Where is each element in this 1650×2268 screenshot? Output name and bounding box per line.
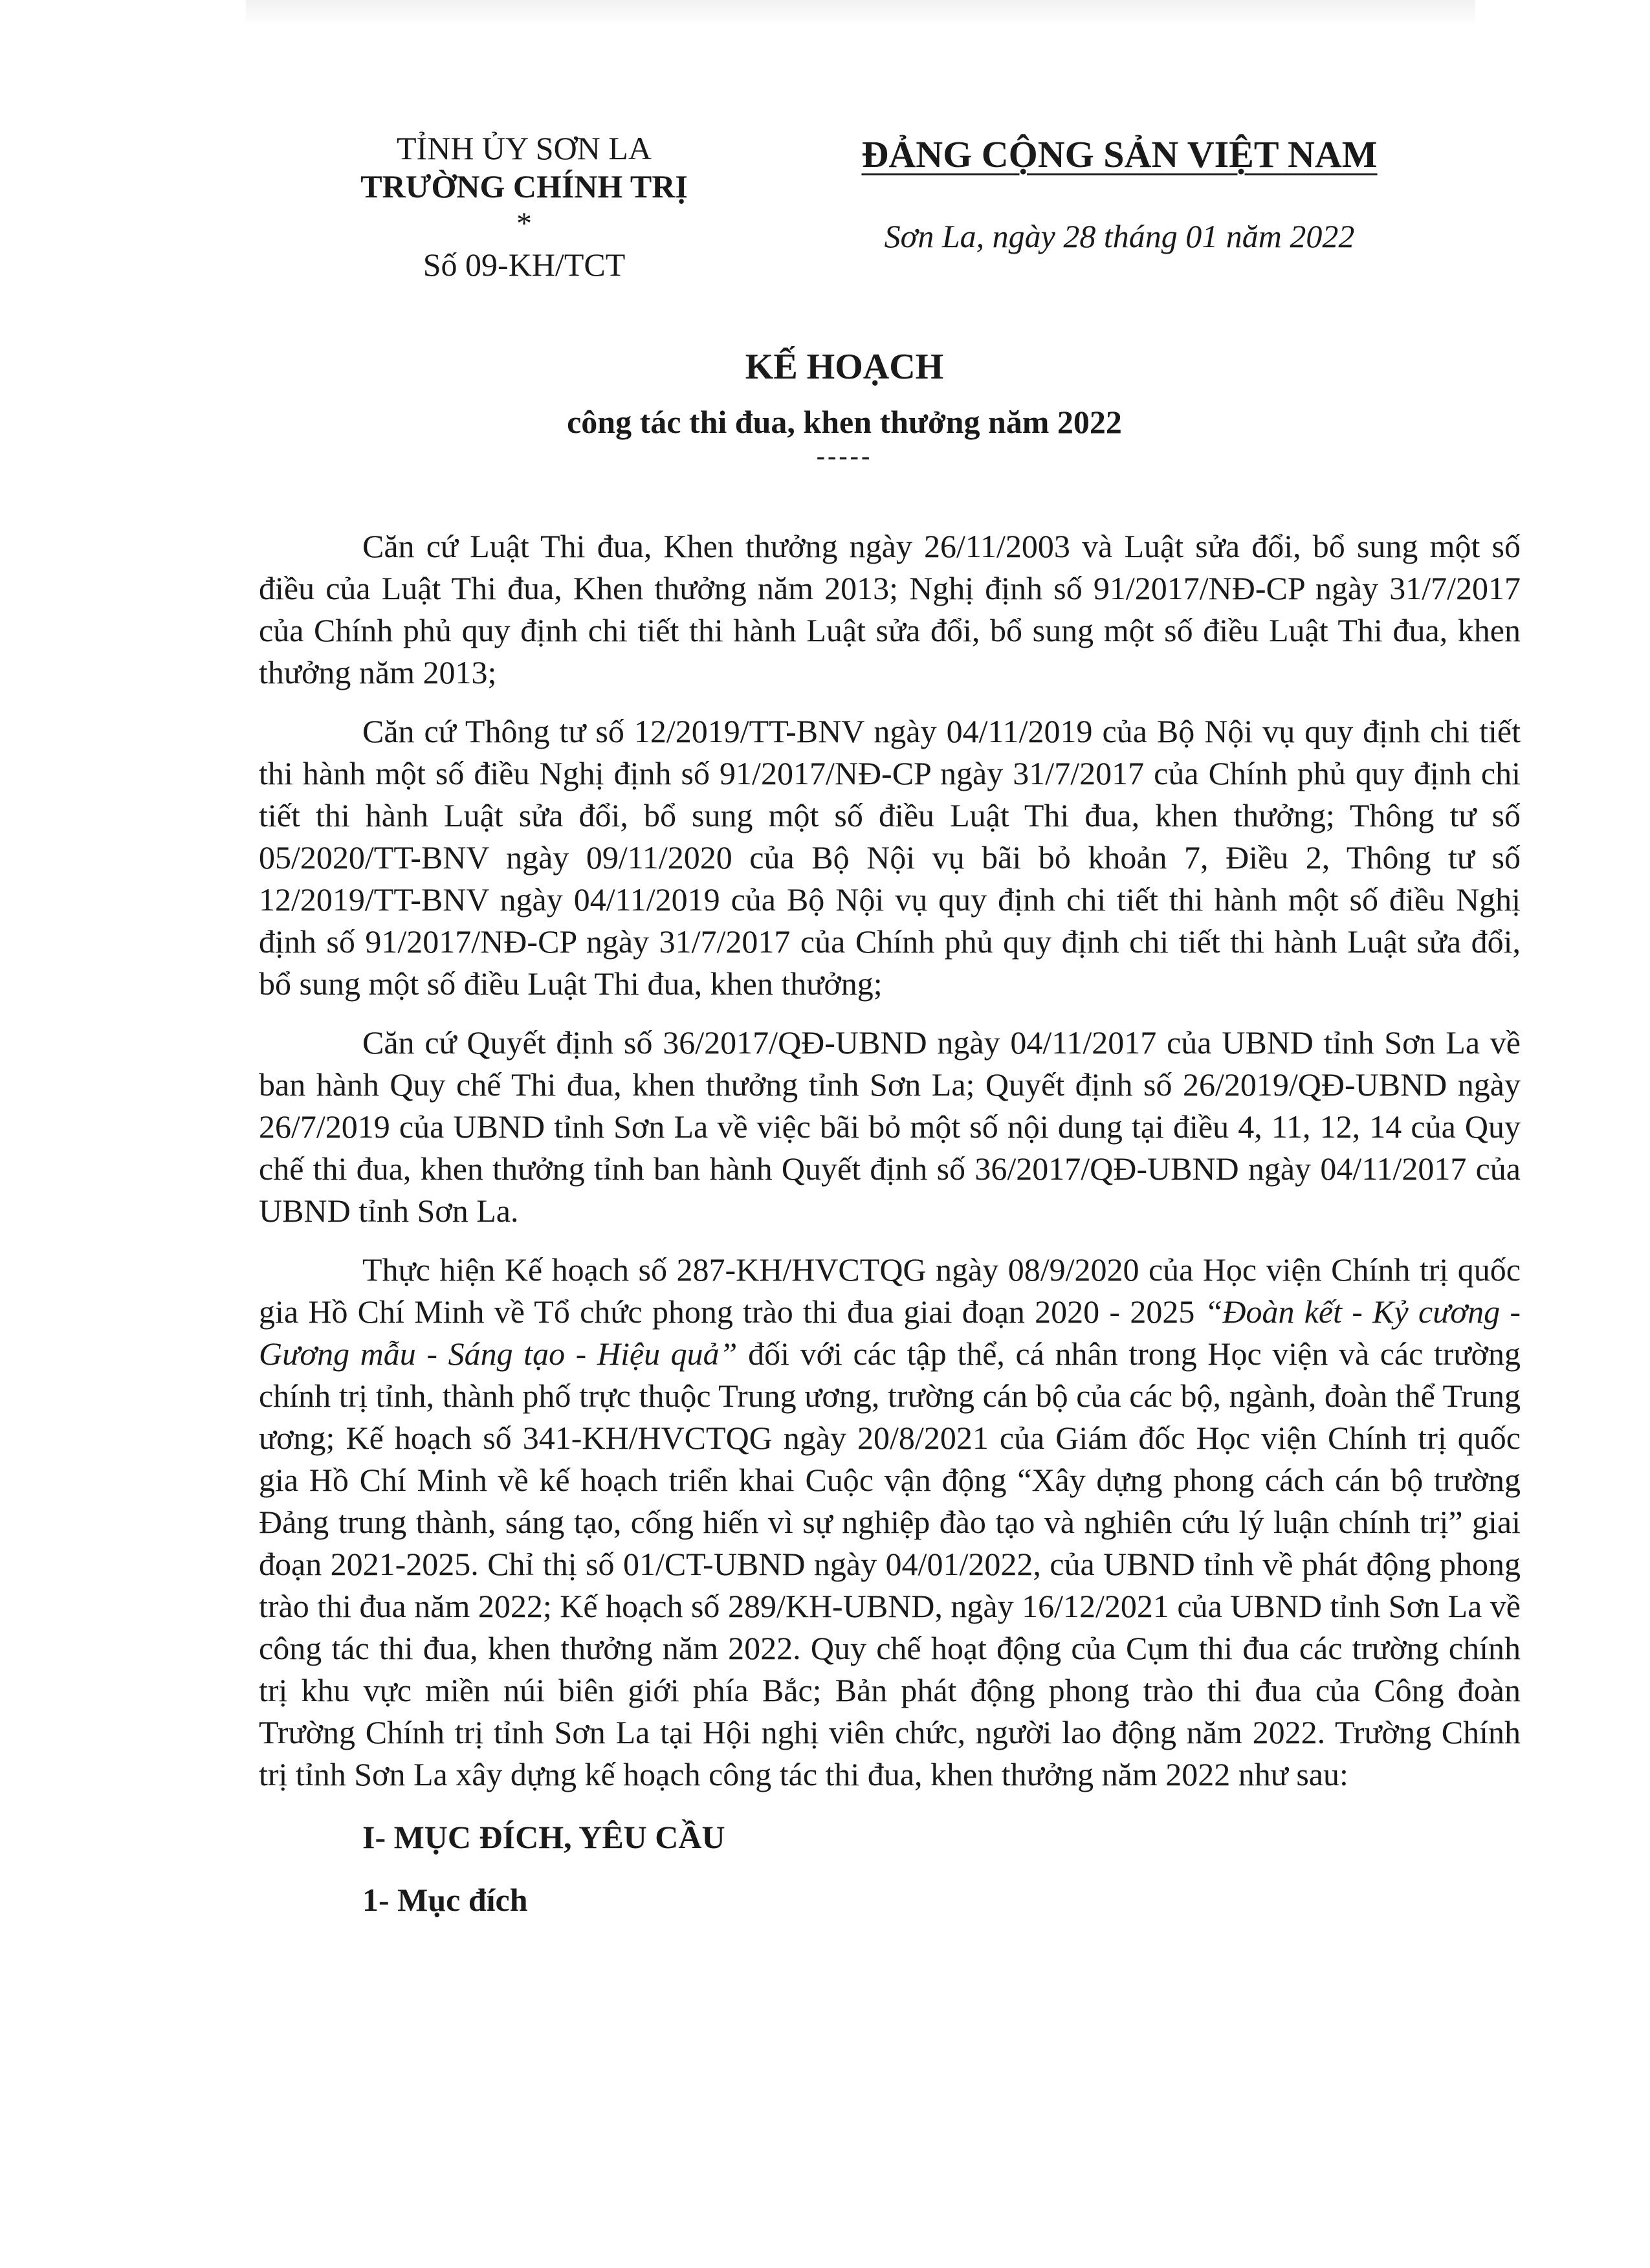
body-paragraph bbox=[259, 1249, 1521, 1796]
section-heading: I- MỤC ĐÍCH, YÊU CẦU bbox=[362, 1819, 725, 1855]
body-paragraph: Căn cứ Thông tư số 12/2019/TT-BNV ngày 04/11/2019 của Bộ Nội vụ quy định chi tiết thi hành một số điều Nghị định số 91/2017/NĐ-CP ngày 31/7/2017 của Chính phủ quy định chi tiết thi hành Luật sửa đổi, bổ sung một số điều Luật Thi đua, khen thưởng; Thông tư số 05/2020/TT-BNV ngày 09/11/2020 của Bộ Nội vụ bãi bỏ khoản 7, Điều 2, Thông tư số 12/2019/TT-BNV ngày 04/11/2019 của Bộ Nội vụ quy định chi tiết thi hành một số điều Nghị định số 91/2017/NĐ-CP ngày 31/7/2017 của Chính phủ quy định chi tiết thi hành Luật sửa đổi, bổ sung một số điều Luật Thi đua, khen thưởng; bbox=[259, 713, 1521, 1002]
parent-organization: TỈNH ỦY SƠN LA bbox=[397, 130, 652, 166]
paragraph-text: Thực hiện Kế hoạch số 287-KH/HVCTQG ngày 08/9/2020 của Học viện Chính trị quốc gia Hồ Chí Minh về Tổ chức phong trào thi đua giai đoạn 2020 - 2025 bbox=[259, 1251, 1521, 1330]
movement-slogan: “Đoàn kết - Kỷ cương - Gương mẫu - Sáng tạo - Hiệu quả” bbox=[259, 1294, 1521, 1372]
party-name: ĐẢNG CỘNG SẢN VIỆT NAM bbox=[861, 133, 1378, 175]
scan-artifact bbox=[246, 0, 1475, 26]
party-header-block bbox=[809, 133, 1430, 255]
body-paragraph: Căn cứ Quyết định số 36/2017/QĐ-UBND ngày 04/11/2017 của UBND tỉnh Sơn La về ban hành Quy chế Thi đua, khen thưởng tỉnh Sơn La; Quyết định số 26/2019/QĐ-UBND ngày 26/7/2019 của UBND tỉnh Sơn La về việc bãi bỏ một số nội dung tại điều 4, 11, 12, 14 của Quy chế thi đua, khen thưởng tỉnh ban hành Quyết định số 36/2017/QĐ-UBND ngày 04/11/2017 của UBND tỉnh Sơn La. bbox=[259, 1024, 1521, 1229]
place-and-date: Sơn La, ngày 28 tháng 01 năm 2022 bbox=[884, 218, 1355, 254]
paragraph-text: đối với các tập thể, cá nhân trong Học viện và các trường chính trị tỉnh, thành phố trực thuộc Trung ương, trường cán bộ của các bộ, ngành, đoàn thể Trung ương; Kế hoạch số 341-KH/HVCTQG ngày 20/8/2021 của Giám đốc Học viện Chính trị quốc gia Hồ Chí Minh về kế hoạch triển khai Cuộc vận động “Xây dựng phong cách cán bộ trường Đảng trung thành, sáng tạo, cống hiến vì sự nghiệp đào tạo và nghiên cứu lý luận chính trị” giai đoạn 2021-2025. Chỉ thị số 01/CT-UBND ngày 04/01/2022, của UBND tỉnh về phát động phong trào thi đua năm 2022; Kế hoạch số 289/KH-UBND, ngày 16/12/2021 của UBND tỉnh Sơn La về công tác thi đua, khen thưởng năm 2022. Quy chế hoạt động của Cụm thi đua các trường chính trị khu vực miền núi biên giới phía Bắc; Bản phát động phong trào thi đua của Công đoàn Trường Chính trị tỉnh Sơn La tại Hội nghị viên chức, người lao động năm 2022. Trường Chính trị tỉnh Sơn La xây dựng kế hoạch công tác thi đua, khen thưởng năm 2022 như sau: bbox=[259, 1336, 1521, 1792]
document-subject: công tác thi đua, khen thưởng năm 2022 bbox=[567, 404, 1122, 440]
subsection-heading: 1- Mục đích bbox=[362, 1882, 528, 1918]
document-title-block bbox=[0, 346, 1650, 471]
issuing-organization-block bbox=[285, 129, 764, 284]
title-separator: ----- bbox=[816, 441, 873, 470]
document-number: Số 09-KH/TCT bbox=[423, 247, 626, 283]
document-body bbox=[259, 525, 1521, 1938]
document-type: KẾ HOẠCH bbox=[745, 347, 944, 387]
organization-name: TRƯỜNG CHÍNH TRỊ bbox=[360, 168, 688, 204]
star-divider: * bbox=[516, 206, 532, 241]
body-paragraph: Căn cứ Luật Thi đua, Khen thưởng ngày 26/11/2003 và Luật sửa đổi, bổ sung một số điều của Luật Thi đua, Khen thưởng năm 2013; Nghị định số 91/2017/NĐ-CP ngày 31/7/2017 của Chính phủ quy định chi tiết thi hành Luật sửa đổi, bổ sung một số điều Luật Thi đua, khen thưởng năm 2013; bbox=[259, 528, 1521, 690]
